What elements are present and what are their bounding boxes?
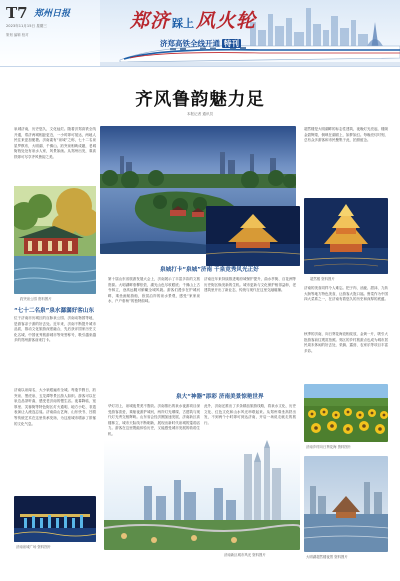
pavilion-night-photo (206, 206, 300, 266)
article-title: 齐风鲁韵魅力足 (135, 90, 265, 110)
middle-subheading-2: 泉大“神器”添彩 济南美景惊艳世界 (176, 394, 264, 400)
masthead-part-2: 风火轮 (196, 10, 257, 32)
masthead-subtitle (160, 38, 241, 49)
right-column-text-2: 济南的美食同样令人难忘。把子肉、油旋、甜沫、九转大肠等地方特色美食，让游客大饱口福。鲁菜作为中国四大菜系之一，在济南有着悠久的历史和深厚的底蕴。 (304, 286, 388, 302)
tower-night-caption: 超然楼 资料图片 (310, 277, 335, 281)
middle-column-text-1: 第十届山东省旅游发展大会上，济南展示了丰富多彩的文旅资源。大明湖畔垂柳依依，湖光山色尽收眼底；千佛山上古寺林立，登高远眺可俯瞰全城风貌。游客们漫步在护城河畔，乘坐画舫游船，欣赏沿岸的泉水景观，感受“家家泉水，户户垂杨”的独特韵味。 (108, 277, 200, 304)
right-column-text-1: 超然楼是大明湖畔的标志性建筑，夜晚灯光亮起，楼阁金碧辉煌，倒映在湖面上，如梦如幻。每晚亮灯时刻，总有众多游客和市民聚集于此，拍照留念。 (304, 127, 388, 143)
left-column-text-1: 位于济南市历城区的百脉泉公园、济南动物园等地，是游客亲子游的好去处。近年来，济南不断提升城市品质，推动文化旅游深度融合，先后获评国家历史文化名城、中国优秀旅游城市等荣誉称号，吸引越来越多的郑州游客前来打卡。 (14, 316, 96, 343)
issue-date: 2023年11月15日 星期三 (6, 24, 47, 28)
masthead-part-1: 郑济 (130, 10, 171, 32)
pavilion-photo-caption: 趵突泉公园 资料图片 (20, 297, 52, 301)
special-issue-tag: 特刊 (224, 39, 239, 48)
header-divider (0, 66, 400, 67)
masthead-title (130, 6, 256, 33)
pavilion-lake-night-photo (304, 456, 388, 552)
tower-night-photo (304, 198, 388, 274)
city-skyline-caption: 济南新区城市风光 资料图片 (224, 553, 266, 557)
middle-column-text-3: 华灯初上，泉城夜景美不胜收。济南推出的泉水夜游项目深受游客喜爱，乘船夜游护城河，两岸灯光璀璨，古建筑与现代灯光秀交相辉映。山东省会经济圈加速发展，济南新区高楼林立，城市天际线不断刷新，展现出新时代泉城的蓬勃活力。游客在这里既能体验历史，又能感受城市发展的勃勃生机。 (108, 404, 200, 436)
night-light-show-photo (14, 496, 96, 542)
page-number: T7 (6, 4, 28, 22)
left-subheading: “七十二名泉”泉水潺潺好客山东 (14, 308, 95, 314)
masthead-mid: 踩上 (172, 17, 195, 30)
pavilion-photo (14, 186, 96, 294)
middle-subheading-1: 泉城打卡“泉城”济南 千泉竞秀风光正好 (160, 267, 259, 273)
middle-column-text-2: 济南近年来持续推进明府城保护提升，曲水亭街、百花洲等历史街区焕发新的生机。城市更新与文化保护相得益彰，老建筑里开出了新业态，传统与现代在这里交融碰撞。 (204, 277, 296, 293)
sunflower-photo (304, 384, 388, 442)
editor-credits: 策划 编辑 校对 (6, 33, 29, 37)
page-header (0, 0, 400, 66)
newspaper-logo: 郑州日报 (34, 9, 71, 19)
city-skyline-photo (104, 440, 300, 550)
lead-paragraph: 泉城济南，历史悠久，文化灿烂。随着济郑高铁全线开通，郑济两城相距更近，一小时即可抵达，两地人民往来更加便捷。济南素有“泉城”之称，七十二名泉星罗棋布，大明湖、千佛山、趵突泉相映成趣，老城街巷处处有泉水人家，风景如画。从郑州出发，乘高铁即可尽享齐风鲁韵之美。 (14, 127, 96, 159)
pavilion-night-caption: 大明湖超然楼夜景 资料图片 (306, 555, 348, 559)
left-column-text-2: 济南以泉闻名，大小泉眼遍布全城。每逢节假日，趵突泉、黑虎泉、五龙潭等景区游人如织。游客可以在泉边品茶听曲，感受老济南的慢生活。夜幕降临，宽厚里、芙蓉街等特色街区灯火通明，地方小吃、非遗表演让人流连忘返。济南曲山艺海，山东快书、吕剧等传统艺术在这里传承发扬，为这座城市增添了浓郁的文化气息。 (14, 388, 96, 426)
sunflower-caption: 济南乡村向日葵花海 资料图片 (306, 445, 352, 449)
article-byline: 本报记者 通讯员 (186, 112, 214, 116)
city-night-caption: 济南泉城广场 资料图片 (16, 545, 51, 549)
right-column-text-3: 秋季的济南，向日葵花海竞相绽放，金黄一片，吸引大批游客前往观赏拍照。郊区的乡村旅游点也成为城市居民周末休闲的好去处，采摘、露营、农家乐等项目丰富多彩。 (304, 332, 388, 353)
masthead-subtitle-text: 济郑高铁全线开通 (160, 39, 220, 48)
middle-column-text-4: 此外，济南还推出了多条精品旅游线路，将泉水文化、历史文化、红色文化和山水风光串联起来。从郑州乘坐高铁出发，不到两个小时即可到达济南，开启一场说走就走的旅行。 (204, 404, 296, 425)
